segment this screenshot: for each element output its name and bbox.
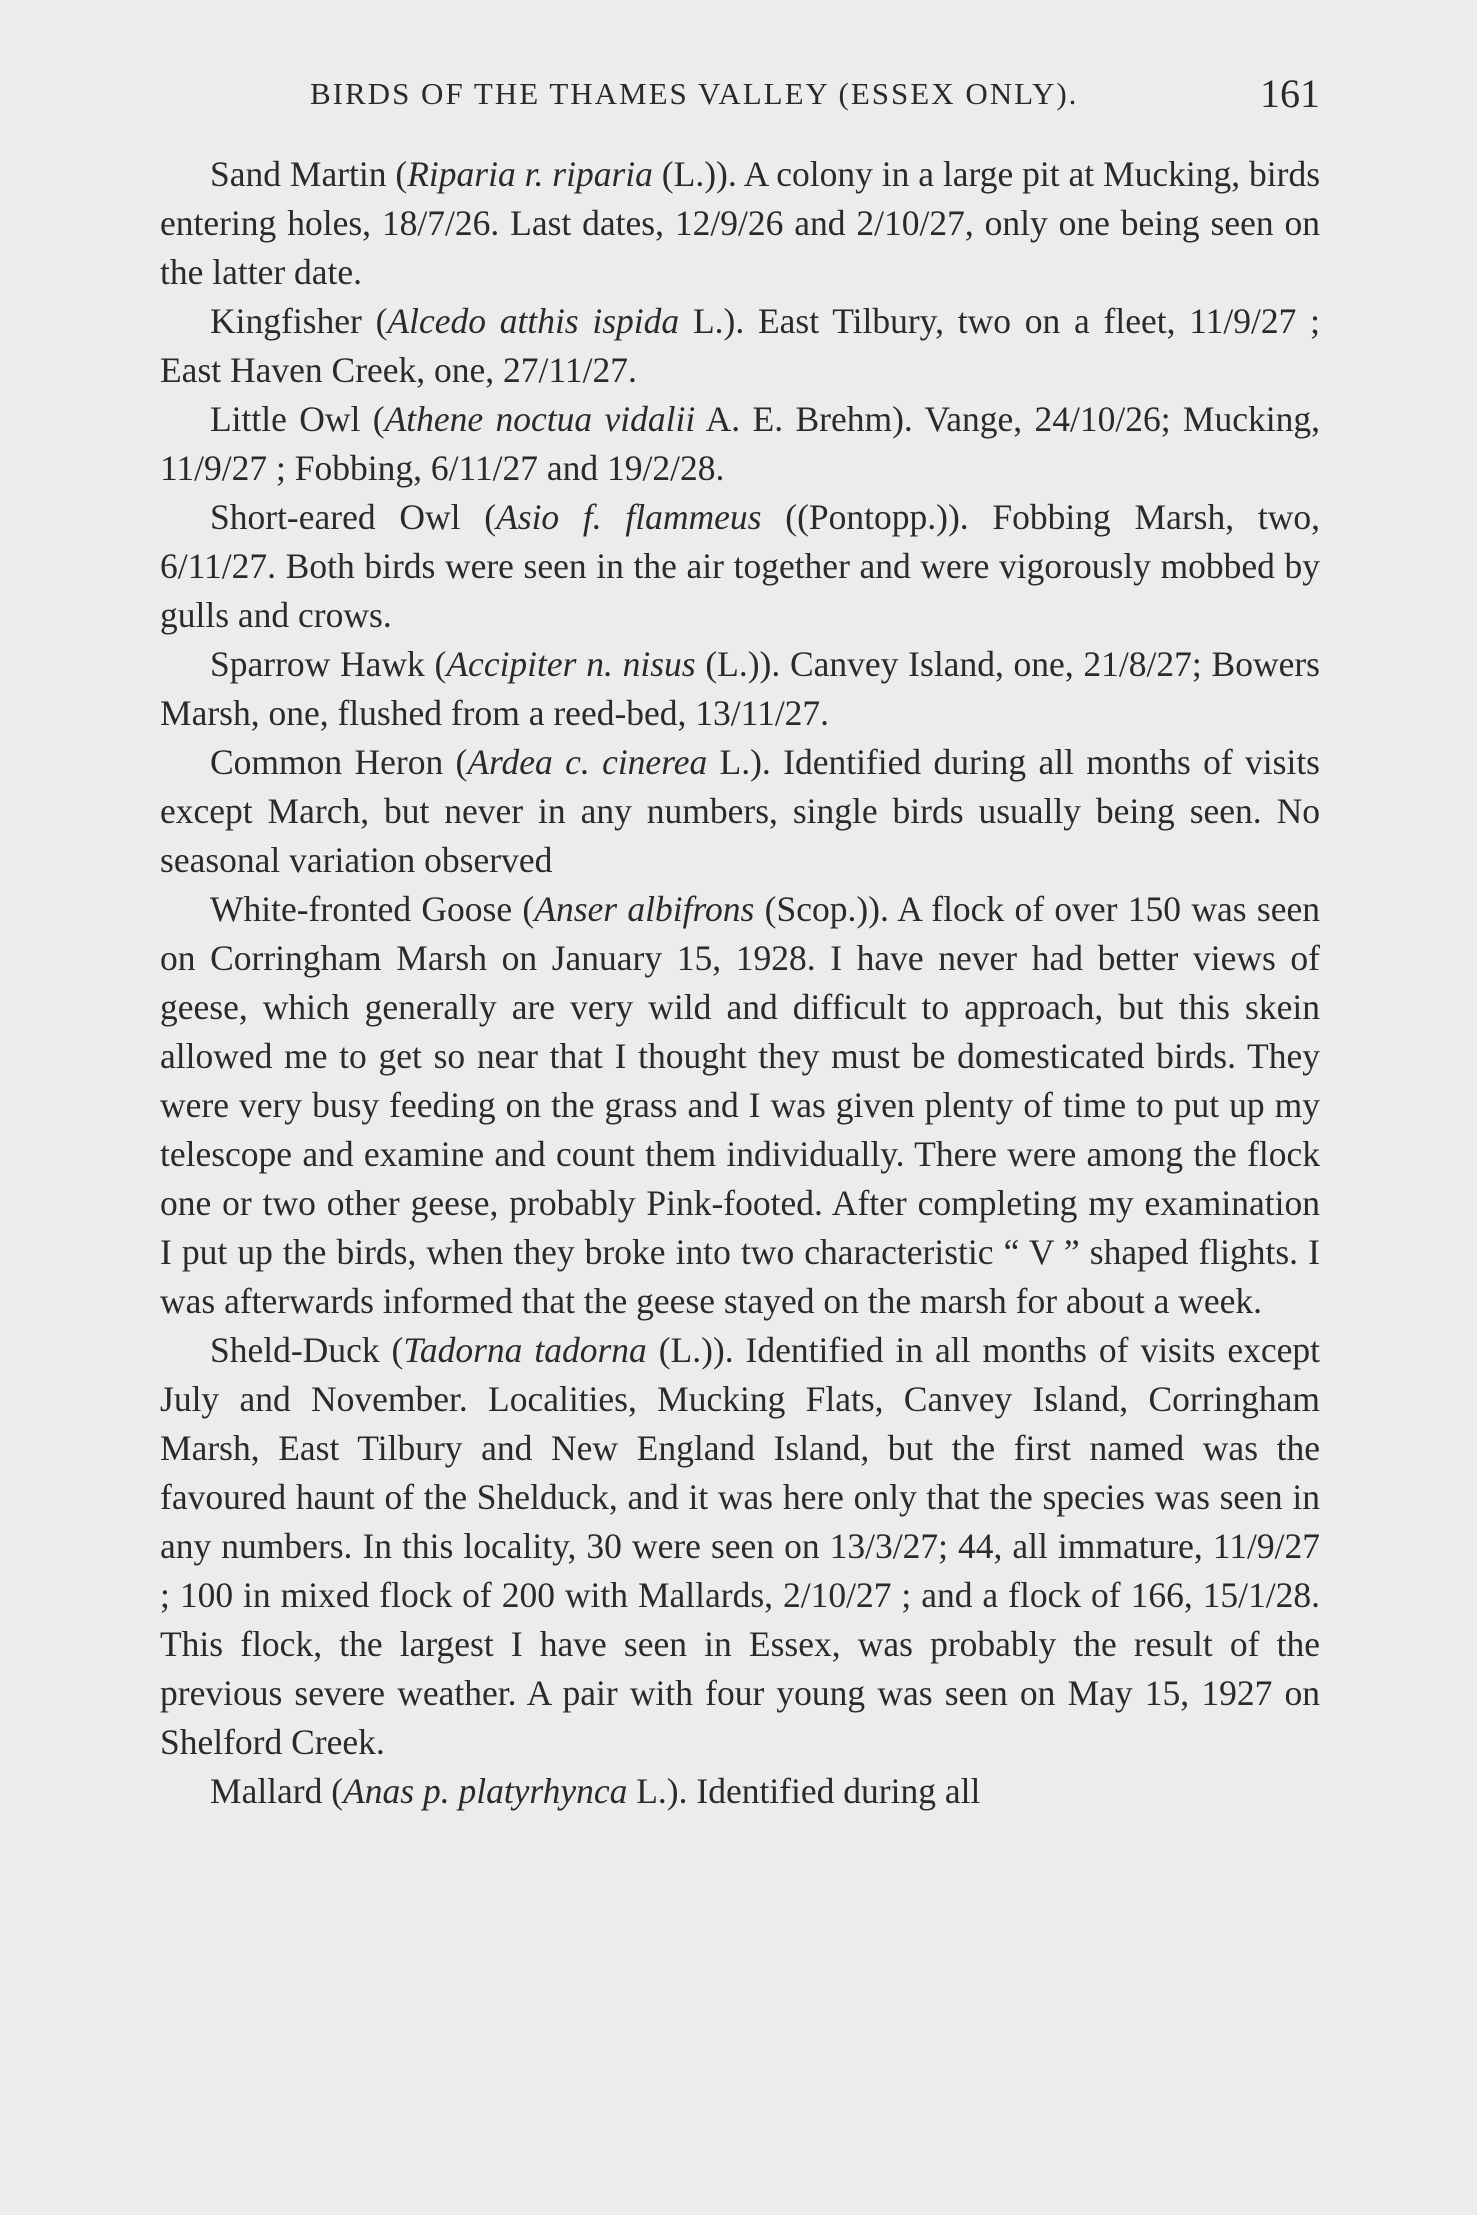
entry-mallard: Mallard (Anas p. platyrhynca L.). Identified during all	[210, 1771, 981, 1811]
entry-kingfisher: Kingfisher (Alcedo atthis ispida L.). East Tilbury, two on a fleet, 11/9/27 ; East Haven Creek, one, 27/11/27.	[160, 301, 1320, 390]
entry-white-fronted-goose: White-fronted Goose (Anser albifrons (Scop.)). A flock of over 150 was seen on Corringham Marsh on January 15, 1928. I have never had better views of geese, which generally are very wild and difficult to approach, but this skein allowed me to get so near that I thought they must be domesticated birds. They were very busy feeding on the grass and I was given plenty of time to put up my telescope and examine and count them individually. There were among the flock one or two other geese, probably Pink-footed. After completing my examination I put up the birds, when they broke into two characteristic “ V ” shaped flights. I was afterwards informed that the geese stayed on the marsh for about a week.	[160, 889, 1321, 1321]
running-head	[160, 70, 1320, 126]
entry-short-eared-owl: Short-eared Owl (Asio f. flammeus ((Pontopp.)). Fobbing Marsh, two, 6/11/27. Both birds were seen in the air together and were vigorously mobbed by gulls and crows.	[160, 497, 1320, 635]
page-number: 161	[1260, 71, 1320, 116]
body-text	[160, 150, 1320, 1816]
entry-common-heron: Common Heron (Ardea c. cinerea L.). Identified during all months of visits except March, but never in any numbers, single birds usually being seen. No seasonal variation observed	[160, 742, 1320, 880]
entry-sand-martin: Sand Martin (Riparia r. riparia (L.)). A colony in a large pit at Mucking, birds entering holes, 18/7/26. Last dates, 12/9/26 and 2/10/27, only one being seen on the latter date.	[160, 154, 1321, 292]
entry-sheld-duck: Sheld-Duck (Tadorna tadorna (L.)). Identified in all months of visits except July and November. Localities, Mucking Flats, Canvey Island, Corringham Marsh, East Tilbury and New England Island, but the first named was the favoured haunt of the Shelduck, and it was here only that the species was seen in any numbers. In this locality, 30 were seen on 13/3/27; 44, all immature, 11/9/27 ; 100 in mixed flock of 200 with Mallards, 2/10/27 ; and a flock of 166, 15/1/28. This flock, the largest I have seen in Essex, was probably the result of the previous severe weather. A pair with four young was seen on May 15, 1927 on Shelford Creek.	[160, 1330, 1320, 1762]
running-title: BIRDS OF THE THAMES VALLEY (ESSEX ONLY).	[310, 76, 1079, 111]
entry-sparrow-hawk: Sparrow Hawk (Accipiter n. nisus (L.)). Canvey Island, one, 21/8/27; Bowers Marsh, one, flushed from a reed-bed, 13/11/27.	[160, 644, 1320, 733]
entry-little-owl: Little Owl (Athene noctua vidalii A. E. Brehm). Vange, 24/10/26; Mucking, 11/9/27 ; Fobbing, 6/11/27 and 19/2/28.	[160, 399, 1320, 488]
